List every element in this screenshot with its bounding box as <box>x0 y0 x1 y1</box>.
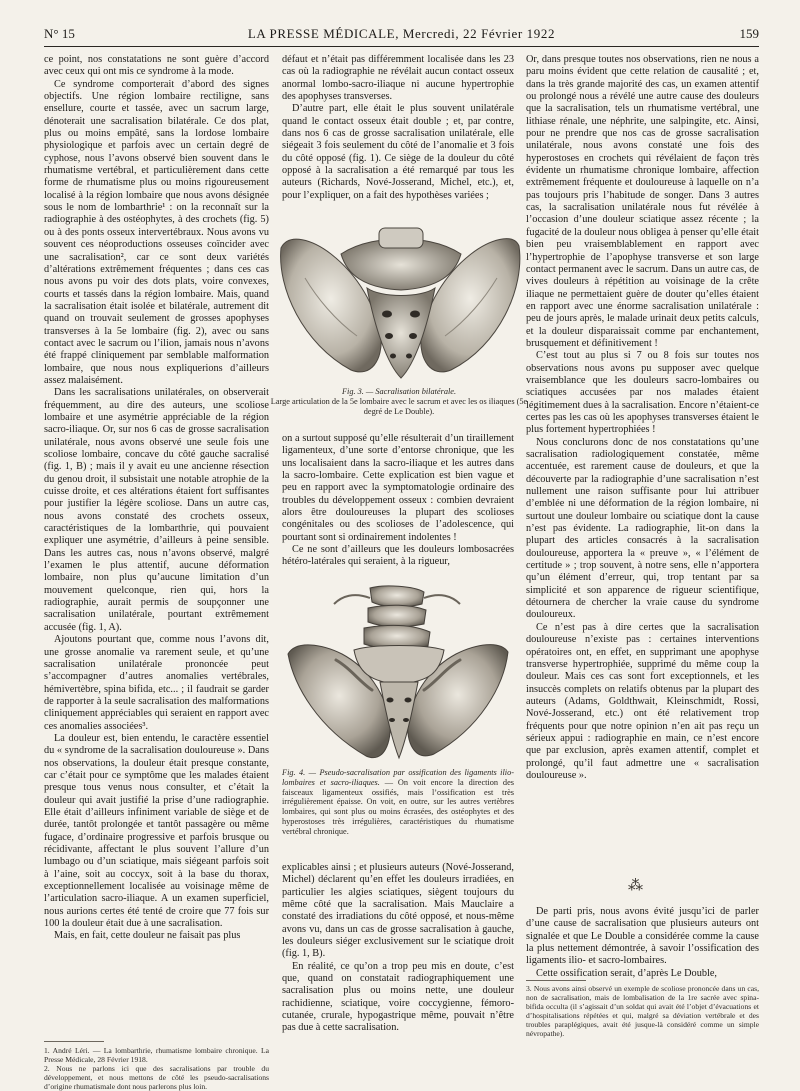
paragraph: Nous conclurons donc de nos constatations qu’une sacralisation radiologiquement constatée, même accentuée, est rarement cause de douleurs, et que la découverte par la radiographie d’une sacralisation n’est nullement une raison suffisante pour lui attribuer d’emblée ni une déformation de la région lombaire, ni surtout une douleur lombaire ou sciatique dont la cause n’est pas évidente. La radiographie, lit-on dans la plupart des articles consacrés à la sacralisation douloureuse, apportera la « preuve », « l’élément de certitude » ; trop souvent, à notre sens, elle n’apportera qu’un élément d’erreur, qui, trop tentant par sa simplicité et son apparence de rigueur scientifique, détournera de chercher la vraie cause du syndrome douloureux. <box>526 436 759 621</box>
paragraph: La douleur est, bien entendu, le caractère essentiel du « syndrome de la sacralisation douloureuse ». Dans nos observations, la douleur était presque constante, car c’était pour ce symptôme que les malades étaient presque tous venus nous consulter, et c’était la douleur qui avait justifié la prise d’une radiographie. Elle était d’ailleurs infiniment variable de siège et de durée, tantôt prolongée et tantôt passagère ou même fugace, d’ordinaire progressive et parfois brusque ou récidivante, affectant le plus souvent l’allure d’un lumbago ou d’un sciatique, mais siégeant parfois soit à l’aine, soit au coccyx, soit à la base du thorax, exceptionnellement localisée au voisinage même de l’articulation sacro-iliaque. A un examen superficiel, nous aurions certes été tenté de croire que 77 fois sur 100 la douleur était due à une sacralisation. <box>44 732 269 930</box>
footnotes-column-1 <box>44 1046 269 1091</box>
column-3-bottom <box>526 906 759 980</box>
figure-3-caption <box>270 387 528 416</box>
footnotes-column-3 <box>526 984 759 1038</box>
page-number: 159 <box>739 26 759 41</box>
footnote: 1. André Léri. — La lombarthrie, rhumatisme lombaire chronique. La Presse Médicale, 28 Février 1918. <box>44 1046 269 1064</box>
paragraph: Mais, en fait, cette douleur ne faisait pas plus <box>54 930 241 942</box>
paragraph: Ce ne sont d’ailleurs que les douleurs lombosacrées hétéro-latérales qui seraient, à la rigueur, <box>282 544 514 568</box>
column-3 <box>526 54 759 782</box>
issue-number: N° 15 <box>44 26 75 41</box>
paragraph: ce point, nos constatations ne sont guère d’accord avec ceux qui ont mis ce syndrome à la mode. <box>44 54 269 78</box>
paragraph: C’est tout au plus si 7 ou 8 fois sur toutes nos observations nous avons pu supposer avec quelque vraisemblance que les douleurs sacro-lombaires ou sciatiques accusées par nos malades étaient légitimement dues à la sacralisation. Encore n’étaient-ce certes pas les cas où les apophyses transverses étaient le plus fortement hypertrophiées ! <box>526 350 759 436</box>
figure-3-label: Fig. 3. — Sacralisation bilatérale. <box>341 387 457 396</box>
figure-4-label: Fig. 4. — Pseudo-sacralisation par ossification des ligaments ilio-lombaires et sacro-iliaques. <box>282 768 514 787</box>
paragraph: Ce n’est pas à dire certes que la sacralisation douloureuse n’existe pas : certaines interventions opératoires ont, en effet, en supprimant une apophyse transverse hypertrophiée, supprimé du même coup la douleur. Mais ces cas sont fort exceptionnels, et les insuccès complets on relatifs obtenus par la plupart des auteurs (Adams, Goldthwait, Kleinschmidt, Rossi, Nové-Josserand, etc.) ont été relativement trop fréquents pour que notre opinion n’en ait pas reçu un sérieux appui : radiographie en main, ce n’est encore que par exclusion, après examen attentif, complet et prolongé, qu’il faut admettre une « sacralisation douloureuse ». <box>526 621 759 781</box>
figure-4-illustration <box>284 582 512 766</box>
paragraph: Cette ossification serait, d’après Le Double, <box>536 967 717 979</box>
section-separator-asterism: ⁂ <box>628 876 643 894</box>
paragraph: défaut et n’était pas différemment localisée dans les 23 cas où la radiographie ne révélait aucun contact osseux anormal lombo-sacro-iliaque ni aucune hypertrophie des apophyses transverses. <box>282 54 514 103</box>
footnote-rule <box>526 980 586 981</box>
paragraph: Dans les sacralisations unilatérales, on observerait fréquemment, au dire des auteurs, une scoliose lombaire et une asymétrie appréciable de la région sacro-iliaque. Or, sur nos 6 cas de grosse sacralisation unilatérale, nous avons observé une seule fois une scoliose lombaire, concave du côté gauche sacralisé (fig. 1, B) ; mais il y avait eu une ancienne résection du genou droit, il subsistait une notable atrophie de la cuisse droite, et ces altérations étaient fort suffisantes pour justifier la légère scoliose. Dans un autre cas, nous avons constaté des crochets osseux, caractéristiques de la lombarthrie, qui pouvaient expliquer une asymétrie, d’ailleurs à peine sensible. Dans les autres cas, nous n’avons observé, malgré l’examen le plus attentif, aucune déformation lombaire, non plus qu’aucune limitation d’un mouvement quelconque, rien qui, hors la radiographie, aurait permis de soupçonner une sacralisation unilatérale, pourtant extrêmement accusée (fig. 1, A). <box>44 387 269 633</box>
journal-title: LA PRESSE MÉDICALE, Mercredi, 22 Février 1922 <box>247 26 556 41</box>
footnote: 2. Nous ne parlons ici que des sacralisations par trouble du développement, et nous mettons de côté les pseudo-sacralisations d’origine rhumatismale dont nous parlerons plus loin. <box>44 1064 269 1091</box>
header-rule <box>44 46 759 47</box>
figure-4-caption <box>282 768 514 837</box>
footnote: 3. Nous avons ainsi observé un exemple de scoliose prononcée dans un cas, non de sacralisation, mais de lombalisation de la 1re sacrée avec spina-bifida occulta (il s’agissait d’un soldat qui avait été l’objet d’évacuations et d’hospitalisations répétées et qui, malgré sa déviation vertébrale et des troubles paraplégiques, avait été jusque-là considéré comme un simple névropathe). <box>526 984 759 1038</box>
figure-4-text: — On voit encore la direction des faisceaux ligamenteux ossifiés, mais l’ossification est très irrégulièrement épaisse. On voit, en outre, sur les autres vertèbres lombaires, qui sont plus ou moins écrasées, des ostéophytes et des hyperostoses très irrégulières, caractéristiques du rhumatisme vertébral chronique. <box>282 777 514 836</box>
paragraph: Ce syndrome comporterait d’abord des signes objectifs. Une région lombaire rectiligne, sans ensellure, courte et tassée, avec un sacrum large, dénoterait une sacralisation bilatérale. Ce dos plat, plus ou moins empâté, sans la lordose lombaire physiologique et parfois avec un certain degré de cyphose, nous l’avons observé bien souvent dans le rhumatisme vertébral, et particulièrement dans cette forme de rhumatisme plus ou moins rigoureusement localisé à la région lombaire que nous avons désignée sous le nom de lombarthrie¹ : on la reconnaît sur la radiographie à des ostéophytes, à des crochets (fig. 5) ou à des ponts osseux intervertébraux. Nous avons vu souvent ces néoproductions osseuses coïncider avec une sacralisation², car ce sont deux variétés d’altérations extrêmement fréquentes ; dans ces cas nous avons pu voir des dots plats, voire convexes, courts et tassés dans la région lombaire. Mais, quand la sacralisation était isolée et bilatérale, autrement dit quand on trouvait seulement de grosses apophyses transverses à la 5e lombaire (fig. 2), avec ou sans contact avec le sacrum ou l’ilion, jamais nous n’avons été frappé cliniquement par semblable malformation lombaire, que nous nous expliquerions d’ailleurs assez malaisément. <box>44 78 269 386</box>
page-header <box>44 26 759 46</box>
paragraph: En réalité, ce qu’on a trop peu mis en doute, c’est que, quand on constatait radiographiquement une sacralisation plus ou moins nette, une douleur rachidienne, sciatique, voire coccygienne, fémoro-cutanée, crurale, hypogastrique même, pouvait n’être pas due à cette sacralisation. <box>282 960 514 1034</box>
paragraph: explicables ainsi ; et plusieurs auteurs (Nové-Josserand, Michel) déclarent qu’en effet les douleurs irradiées, en particulier les algies sciatiques, siègent toujours du même côté que la sacralisation. Mais Mauclaire a constaté des irradiations du côté opposé, et nous-même avons vu, dans un cas de grosse sacralisation à gauche, les douleurs siéger exclusivement sur le sciatique droit (fig. 1, B). <box>282 862 514 960</box>
paragraph: De parti pris, nous avons évité jusqu’ici de parler d’une cause de sacralisation que plusieurs auteurs ont signalée et que Le Double a considérée comme la cause la plus nettement démontrée, à savoir l’ossification des ligaments ilio- et sacro-lombaires. <box>526 906 759 967</box>
column-1 <box>44 54 269 943</box>
paragraph: Or, dans presque toutes nos observations, rien ne nous a paru moins évident que cette relation de causalité ; et, dans la très grande majorité des cas, un examen attentif ou prolongé nous a révélé une autre cause des douleurs que la sacralisation, tels un rhumatisme vertébral, une lithiase rénale, une néphrite, une salpingite, etc. Ainsi, pour ne prendre que nos cas de grosse sacralisation unilatérale, nous avons constaté une fois des hyperostoses en crochets qui révélaient de façon très évidente un rhumatisme chronique lombaire, affection extrêmement fréquente et douloureuse à laquelle on n’a pas toujours pris l’habitude de songer. Dans 3 autres cas, la sacralisation unilatérale nous fut révélée à l’occasion d’une douleur sciatique assez récente ; la fugacité de la douleur nous obligea à penser qu’elle était bien peu vraisemblablement en rapport avec l’hypertrophie de l’apophyse transverse et son large contact permanent avec le sacrum. Dans un autre cas, de vives douleurs à répétition au voisinage de la crête iliaque ne permettaient guère de douter qu’elles étaient en rapport avec une énorme sacralisation unilatérale : peu de jours après, le malade urinait deux petits calculs, et la douleur disparaissait comme par enchantement, brusquement et définitivement ! <box>526 54 759 349</box>
paragraph: Ajoutons pourtant que, comme nous l’avons dit, une grosse anomalie va rarement seule, et qu’une sacralisation unilatérale prononcée peut s’accompagner d’autres anomalies vertébrales, hémivertèbre, spina bifida, etc... ; il faudrait se garder de rapporter à la seule sacralisation des malformations cliniquement appréciables qui seraient en rapport avec ces anomalies associées³. <box>44 634 269 732</box>
column-2-top <box>282 54 514 202</box>
column-2-middle <box>282 433 514 569</box>
figure-3-text: Large articulation de la 5e lombaire avec le sacrum et avec les os iliaques (5e degré de Le Double). <box>270 396 528 416</box>
paragraph: D’autre part, elle était le plus souvent unilatérale quand le contact osseux était double ; et, par contre, dans nos 6 cas de grosse sacralisation unilatérale, elle siégeait 3 fois seulement du côté de l’anomalie et 3 fois du côté opposé (fig. 1). Ce siège de la douleur du côté opposé à la sacralisation a été remarqué par tous les auteurs (Richards, Nové-Josserand, Michel, etc.), et, pour l’expliquer, on a fait des hypothèses variées ; <box>282 103 514 201</box>
figure-3-illustration <box>275 218 525 386</box>
column-2-bottom <box>282 862 514 1035</box>
footnote-rule <box>44 1041 104 1042</box>
paragraph: on a surtout supposé qu’elle résulterait d’un tiraillement ligamenteux, d’une sorte d’entorse chronique, que les uns localisaient dans la sacro-iliaque et les autres dans la sacro-lombaire. Cette explication est bien vague et peu en rapport avec la symptomatologie ordinaire des troubles du développement osseux : combien devraient alors être douloureuses la plupart des scolioses congénitales ou des scolioses de l’adolescence, qui pourtant sont si ordinairement indolentes ! <box>282 433 514 543</box>
